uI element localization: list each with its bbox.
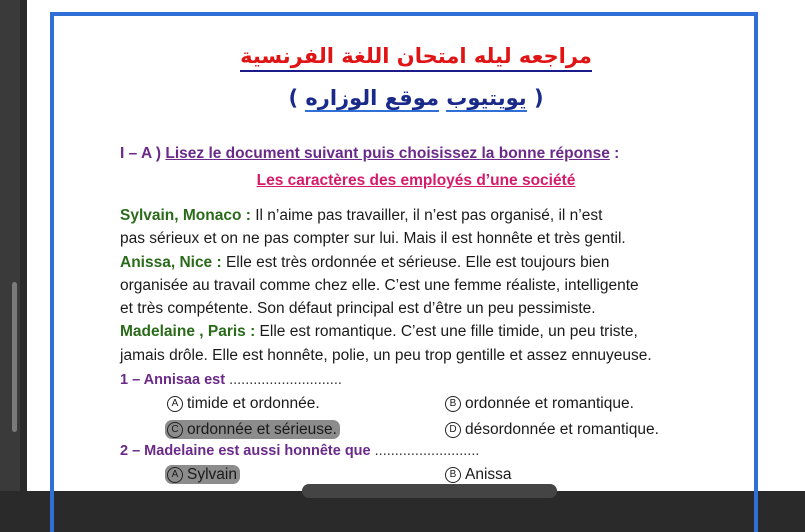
- line-text: jamais drôle. Elle est honnête, polie, un peu trop gentille et assez ennuyeuse.: [120, 346, 652, 364]
- option-text: désordonnée et romantique.: [465, 421, 659, 438]
- q2-option-a[interactable]: [165, 466, 240, 484]
- q1-option-c[interactable]: [165, 421, 340, 439]
- paragraph-line: [120, 204, 720, 227]
- reading-paragraph: [120, 204, 720, 367]
- option-text: Anissa: [465, 466, 512, 483]
- scrollbar-thumb[interactable]: [12, 282, 17, 432]
- question-2-label: 2 – Madelaine est aussi honnête que: [120, 443, 371, 459]
- option-text: ordonnée et sérieuse.: [187, 421, 337, 438]
- q2-option-b[interactable]: [445, 466, 512, 484]
- ministry-site-text: موقع الوزاره: [305, 86, 439, 110]
- line-text: et très compétente. Son défaut principal est d’être un peu pessimiste.: [120, 300, 596, 318]
- question-1: [120, 372, 342, 388]
- option-text: Sylvain: [187, 466, 237, 483]
- option-letter-icon: B: [445, 467, 461, 483]
- question-1-label: 1 – Annisaa est: [120, 372, 226, 388]
- arabic-title: [27, 44, 805, 68]
- paragraph-line: [120, 274, 720, 297]
- line-text: pas sérieux et on ne pas compter sur lui. Mais il est honnête et très gentil.: [120, 230, 626, 248]
- q1-option-d[interactable]: [445, 421, 659, 439]
- section-label: I – A ): [120, 145, 162, 162]
- highlighted-answer: [165, 465, 240, 484]
- highlighted-answer: [165, 420, 340, 439]
- section-instruction: Lisez le document suivant puis choisissez la bonne réponse: [165, 145, 610, 162]
- answer-blank: ............................: [229, 372, 342, 388]
- q1-option-a[interactable]: [167, 395, 320, 413]
- paren-close: ): [288, 86, 299, 110]
- paragraph-line: [120, 227, 720, 250]
- arabic-title-text: مراجعه ليله امتحان اللغة الفرنسية: [240, 44, 592, 72]
- option-letter-icon: B: [445, 396, 461, 412]
- section-heading: [120, 145, 619, 163]
- line-text: Elle est très ordonnée et sérieuse. Elle est toujours bien: [221, 253, 610, 271]
- person-name: Sylvain, Monaco :: [120, 207, 251, 224]
- document-page: [27, 0, 805, 491]
- paren-open: (: [533, 86, 544, 110]
- line-text: Il n’aime pas travailler, il n’est pas organisé, il n’est: [250, 207, 603, 224]
- option-letter-icon: C: [167, 422, 183, 438]
- option-text: ordonnée et romantique.: [465, 395, 634, 412]
- answer-blank: ..........................: [374, 443, 480, 459]
- option-letter-icon: D: [445, 422, 461, 438]
- person-name: Anissa, Nice :: [120, 253, 222, 271]
- person-name: Madelaine , Paris :: [120, 323, 256, 341]
- line-text: Elle est romantique. C’est une fille timide, un peu triste,: [255, 323, 638, 341]
- question-2: [120, 443, 479, 459]
- paragraph-line: [120, 344, 720, 367]
- option-letter-icon: A: [167, 467, 183, 483]
- option-text: timide et ordonnée.: [187, 395, 320, 412]
- section-colon: :: [614, 145, 620, 162]
- paragraph-line: [120, 251, 720, 274]
- youtube-text: يويتيوب: [446, 86, 527, 110]
- arabic-subtitle: [27, 86, 805, 110]
- document-title: Les caractères des employés d’une société: [256, 172, 576, 189]
- q1-option-b[interactable]: [445, 395, 634, 413]
- paragraph-line: [120, 320, 720, 343]
- viewer-toolbar-pill[interactable]: [302, 484, 557, 498]
- paragraph-line: [120, 297, 720, 320]
- viewer-left-panel: [0, 0, 20, 491]
- option-letter-icon: A: [167, 396, 183, 412]
- line-text: organisée au travail comme chez elle. C’est une femme réaliste, intelligente: [120, 276, 639, 294]
